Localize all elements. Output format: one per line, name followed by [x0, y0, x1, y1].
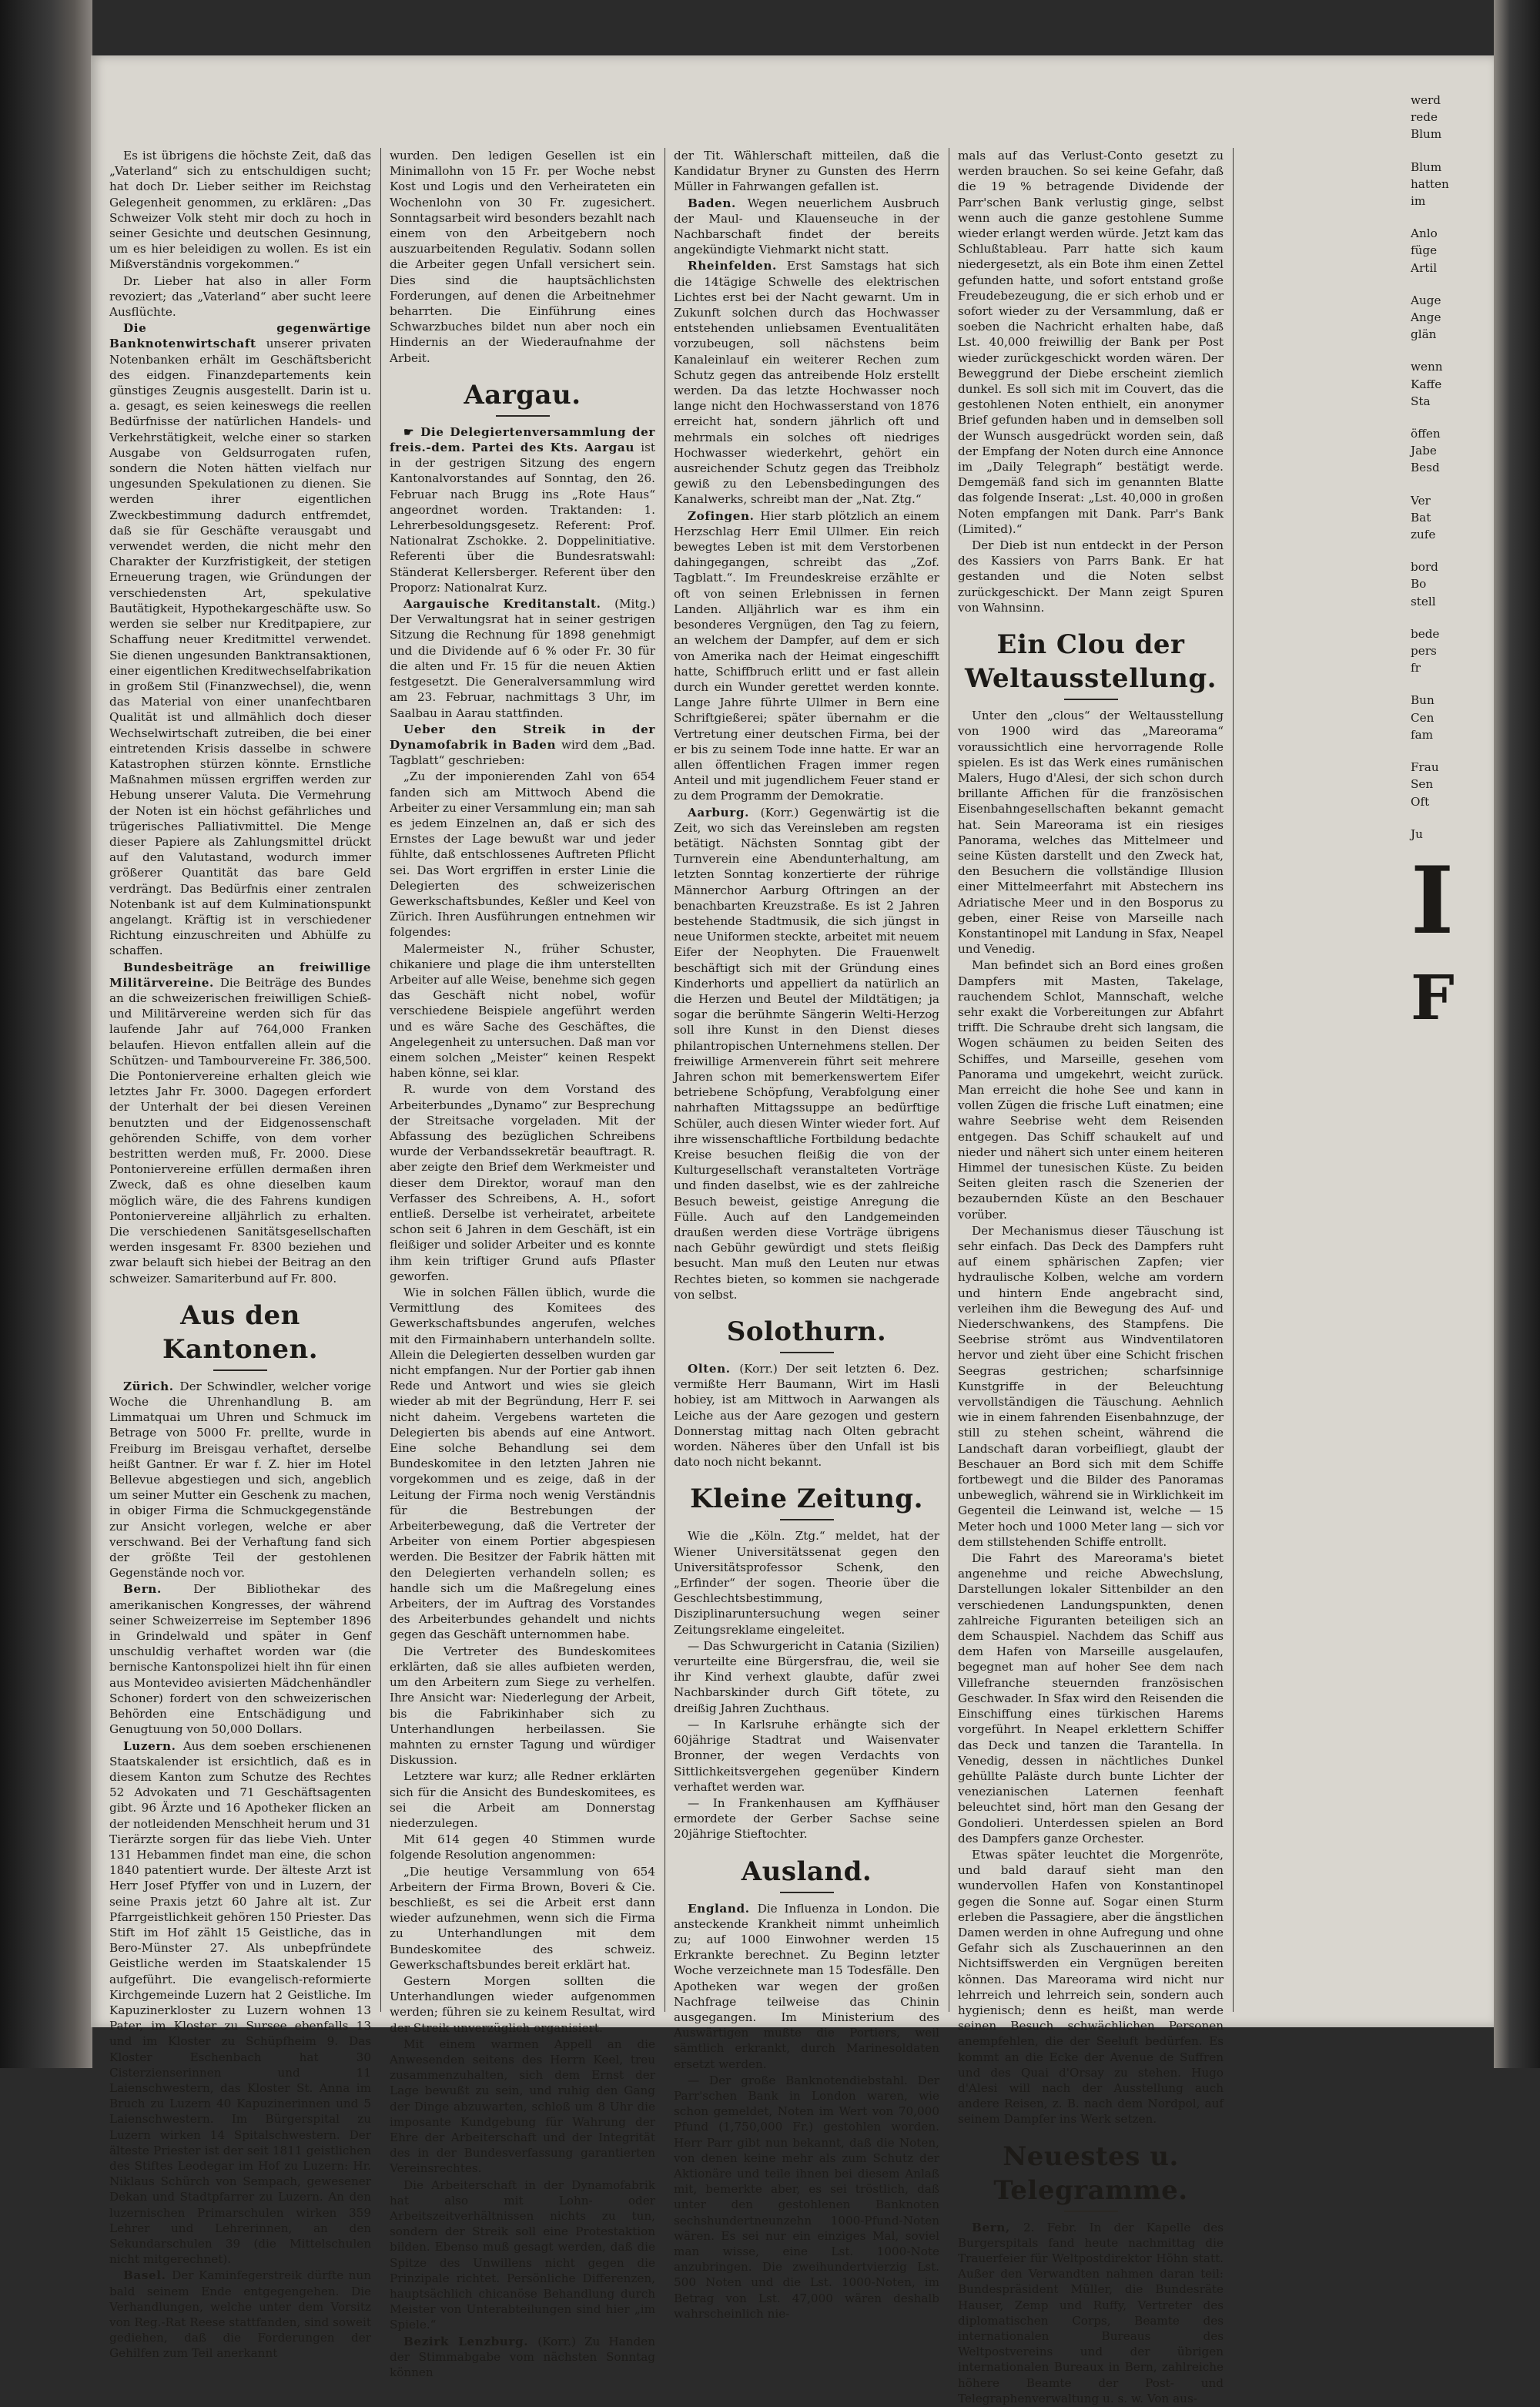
article-paragraph: [390, 1081, 655, 1284]
article-lead: Zofingen.: [688, 508, 761, 523]
article-paragraph: [958, 2220, 1224, 2406]
article-paragraph: [390, 941, 655, 1081]
article-lead: Bern,: [972, 2220, 1024, 2234]
article-paragraph: [958, 1847, 1224, 2127]
article-text: Wie in solchen Fällen üblich, wurde die Vermittlung des Komitees des Gewerkschaftsbundes angerufen, welches mit den Firmainhabern unterhandeln sollte. Allein die Delegierten desselben wurden gar nicht empfangen. Nur der Portier gab ihnen Rede und Antwort und wies sie gleich wieder ab mit der Begründung, Herr F. sei nicht daheim. Vergebens warteten die Delegierten bis abends auf eine Antwort. Eine solche Behandlung sei dem Bundeskomitee in den letzten Jahren nie vorgekommen und es zeige, daß in der Leitung der Firma noch wenig Verständnis für die Bestrebungen der Arbeiterbewegung, daß die Vertreter der Arbeiter von einem Portier abgespiesen werden. Die Besitzer der Fabrik hätten mit den Delegierten verhandeln sollen; es handle sich um die Maßregelung eines Arbeiters, der im Auftrag des Vorstandes des Arbeiterbundes gehandelt und nichts gegen das Geschäft unternommen habe.: [390, 1286, 655, 1642]
fragment-big-letter: F: [1411, 960, 1455, 1034]
article-text: Aus dem soeben erschienenen Staatskalender ist ersichtlich, daß es in diesem Kanton zum Schutze des Rechtes 52 Advokaten und 71 Geschäftsagenten gibt. 96 Ärzte und 16 Apotheker flicken an der notleidenden Menschheit herum und 31 Tierärzte sorgen für das liebe Vieh. Unter 131 Hebammen findet man eine, die schon 1840 patentiert wurde. Der älteste Arzt ist Herr Josef Pfyffer von und in Luzern, der seine Praxis jetzt 60 Jahre alt ist. Zur Pfarrgeistlichkeit gehören 150 Priester. Das Stift im Hof zählt 15 Geistliche, das in Bero-Münster 27. Als unbepfründete Geistliche werden im Staatskalender 15 aufgeführt. Die evangelisch-reformierte Kirchgemeinde Luzern hat 2 Geistliche. Im Kapuzinerkloster zu Luzern wohnen 13 Pater, im Kloster zu Sursee ebenfalls 13 und im Kloster zu Schüpfheim 9. Das Kloster Eschenbach hat 30 Cisterzienserinnen und 11 Laienschwestern, das Kloster St. Anna im Bruch zu Luzern 40 Kapuzinerinnen und 5 Laienschwestern. Im Bürgerspital zu Luzern wirken 14 Spitalschwestern. Der älteste Priester ist der seit 1811 geistlichen des Stiftes Leodegar im Hof zu Luzern: Hr. Niklaus Schürch von Sempach, gewesener Dekan und Stadtpfarrer zu Luzern. An den luzernischen Primarschulen wirken 359 Lehrer und Lehrerinnen, an den Sekundarschulen 39 (die Mittelschulen nicht mitgerechnet).: [109, 1738, 371, 2267]
fragment-line: Bun: [1411, 693, 1435, 708]
fragment-line: Ver: [1411, 493, 1431, 508]
fragment-line: zufe: [1411, 528, 1436, 542]
article-paragraph: [390, 1644, 655, 1768]
fragment-line: fam: [1411, 727, 1434, 742]
article-lead: Aarburg.: [688, 805, 761, 820]
article-paragraph: [390, 1864, 655, 1973]
fragment-line: Cen: [1411, 710, 1435, 725]
article-text: Hier starb plötzlich an einem Herzschlag Herr Emil Ullmer. Ein reich bewegtes Leben ist mit dem Verstorbenen dahingegangen, schreibt das „Zof. Tagblatt.“. Im Freundeskreise erzählte er oft von seinen Erlebnissen in fernen Landen. Alljährlich war es ihm ein besonderes Vergnügen, den Tag zu feiern, an welchem der Dampfer, auf dem er sich von Amerika nach der Heimat eingeschifft hatte, Schiffbruch erlitt und er fast allein durch ein Wunder gerettet werden konnte. Lange Jahre führte Ullmer in Bern eine Schriftgießerei; später übernahm er die Vertretung einer deutschen Firma, bei der er bis zu seinem Tode inne hatte. Er war an allen öffentlichen Fragen immer regen Anteil und mit jugendlichem Feuer stand er zu dem Programm der Demokratie.: [674, 508, 939, 803]
article-paragraph: [958, 148, 1224, 537]
fragment-line: füge: [1411, 243, 1438, 258]
article-paragraph: [390, 1768, 655, 1831]
article-paragraph: [109, 1738, 371, 2268]
article-paragraph: [958, 1223, 1224, 1550]
article-paragraph: [958, 538, 1224, 615]
article-text: unserer privaten Notenbanken erhält im Geschäftsbericht des eidgen. Finanzdepartements kein günstiges Zeugnis ausgestellt. Darin ist u. a. gesagt, es seien keineswegs die reellen Bedürfnisse der natürlichen Handels- und Verkehrstätigkeit, welche einer so starken Ausgabe von Geldsurrogaten rufen, sondern die Noten hätten vielfach nur ungesunden Spekulationen zu dienen. Sie werden ihrer eigentlichen Zweckbestimmung dadurch entfremdet, daß sie für Geschäfte verausgabt und verwendet werden, die nicht mehr den Charakter der Kurzfristigkeit, der stetigen Erneuerung tragen, wie Gründungen der verschiedensten Art, spekulative Bautätigkeit, Hypothekargeschäfte usw. So werden sie selber nur Kreditpapiere, zur Schaffung neuer Kreditmittel verwendet. Sie dienen ungesunden Banktransaktionen, einer eigentlichen Kreditwechselfabrikation in großem Stil (Finanzwechsel), die, wenn das Material von einer unanfechtbaren Qualität ist und allmählich doch dieser Wechselwirtschaft zutreiben, die bei einer eintretenden Krisis dasselbe in schwere Katastrophen stürzen könnte. Ernstliche Maßnahmen müssen ergriffen werden zur Hebung unserer Valuta. Die Vermehrung der Noten ist ein höchst gefährliches und trügerisches Palliativmittel. Die Menge dieser Papiere als Zahlungsmittel drückt auf den Valutastand, wodurch immer größerer Quantität das bare Geld verdrängt. Das Bedürfnis einer zentralen Notenbank ist auf dem Kulminationspunkt angelangt. Kräftig ist in verschiedener Richtung einzuschreiten und Abhülfe zu schaffen.: [109, 337, 372, 958]
article-paragraph: [674, 508, 939, 804]
fragment-line: Kaffe: [1411, 377, 1442, 391]
article-text: R. wurde von dem Vorstand des Arbeiterbundes „Dynamo“ zur Besprechung der Streitsache vorgeladen. Mit der Abfassung des bezüglichen Schreibens wurde der Verbandssekretär beauftragt. R. aber zeigte den Brief dem Werkmeister und dieser dem Direktor, worauf man den Verfasser des Schreibens, A. H., sofort entließ. Derselbe ist verheiratet, arbeitete schon seit 6 Jahren in dem Geschäft, ist ein fleißiger und solider Arbeiter und es konnte ihm kein triftiger Grund aufs Pflaster geworfen.: [390, 1082, 655, 1283]
fragment-line: Bat: [1411, 510, 1431, 525]
page-binding: [0, 0, 92, 2068]
article-text: wird dem „Bad. Tagblatt“ geschrieben:: [390, 737, 655, 768]
article-text: ist in der gestrigen Sitzung des engern Kantonalvorstandes auf Sonntag, den 26. Februar nach Brugg ins „Rote Haus“ angeordnet worden. Traktanden: 1. Lehrerbesoldungsgesetz. Referent: Prof. Nationalrat Zschokke. 2. Doppelinitiative. Referenti über die Bundesratswahl: Ständerat Kellersberger. Referent über den Proporz: Nationalrat Kurz.: [390, 441, 655, 595]
page-right-edge: [1494, 0, 1540, 2068]
article-text: Unter den „clous“ der Weltausstellung von 1900 wird das „Mareorama“ voraussichtlich eine hervorragende Rolle spielen. Es ist das Werk eines rumänischen Malers, Hugo d'Alesi, der sich schon durch brillante Affichen für die französischen Eisenbahngesellschaften bekannt gemacht hat. Sein Mareorama ist ein riesiges Panorama, welches das Mittelmeer und seine Küsten darstellt und den Zweck hat, den Besuchern die vollständige Illusion einer Mittelmeerfahrt mit Abstechern ins Adriatische Meer und in den Bosporus zu geben, einer Reise von Marseille nach Konstantinopel mit Landung in Sfax, Neapel und Venedig.: [958, 709, 1224, 957]
fragment-line: Frau: [1411, 760, 1439, 775]
fragment-line: im: [1411, 194, 1426, 209]
article-text: mals auf das Verlust-Conto gesetzt zu werden brauchen. So sei keine Gefahr, daß die 19 % betragende Dividende der Parr'schen Bank verlustig ginge, selbst wenn auch die ganze gestohlene Summe wieder erlangt werden würde. Jetzt kam das Schlußtableau. Parr hatte sich kaum niedergesetzt, als ein Bote ihm einen Zettel gefunden hatte, und sofort entstand große Freudebezeugung, die er sich erhob und er sofort wieder zu der Versammlung, daß er soeben die Nachricht erhalten habe, daß Lst. 40,000 freiwillig der Bank per Post wieder zurückgeschickt worden wären. Der Beweggrund der Diebe erscheint ziemlich dunkel. Es soll sich mit im Couvert, das die gestohlenen Noten enthielt, ein anonymer Brief gefunden haben und in demselben soll der Wunsch ausgedrückt worden sein, daß der Empfang der Noten durch eine Annonce im „Daily Telegraph“ bestätigt werde. Demgemäß fand sich im genannten Blatte das folgende Inserat: „Lst. 40,000 in großen Noten empfangen mit Dank. Parr's Bank (Limited).“: [958, 149, 1224, 536]
article-lead: Die gegenwärtige Banknotenwirtschaft: [109, 321, 371, 351]
article-text: Der Mechanismus dieser Täuschung ist sehr einfach. Das Deck des Dampfers ruht auf einem sphärischen Zapfen; vier hydraulische Kolben, welche am vordern und hintern Ende angebracht sind, verleihen ihm die Bewegung des Auf- und Niederschwankens, des Stampfens. Die Seebrise strömt aus Windventilatoren hervor und zieht über eine Schicht frischen Seegras gestrichen; scharfsinnige Kunstgriffe in der Beleuchtung vervollständigen die Täuschung. Aehnlich wie in einem fahrenden Eisenbahnzuge, der still zu stehen scheint, während die Landschaft daran vorbeifliegt, glaubt der Beschauer an Bord sich mit dem Schiffe fortbewegt und die Bilder des Panoramas unbeweglich, während sie in Wirklichkeit im Gegenteil die Leinwand ist, welche — 15 Meter hoch und 1000 Meter lang — sich vor dem stillstehenden Schiffe entrollt.: [958, 1223, 1224, 1549]
article-paragraph: [674, 196, 939, 258]
article-lead: Luzern.: [123, 1738, 183, 1753]
article-lead: Olten.: [688, 1362, 740, 1376]
article-paragraph: [390, 2334, 655, 2381]
article-paragraph: [109, 1581, 371, 1737]
section-heading: Ein Clou der Weltausstellung.: [958, 628, 1224, 700]
section-heading: Solothurn.: [674, 1315, 939, 1353]
article-paragraph: [390, 2037, 655, 2177]
article-paragraph: [109, 320, 371, 958]
fragment-line: Blum: [1411, 127, 1442, 142]
article-text: Die Beiträge des Bundes an die schweizerischen freiwilligen Schieß- und Militärvereine werden sich für das laufende Jahr auf 764,000 Franken belaufen. Hievon entfallen allein auf die Schützen- und Tambourvereine Fr. 386,500. Die Pontoniervereine erhalten gleich wie letztes Jahr Fr. 3000. Dagegen erfordert der Unterhalt der bei diesen Vereinen benutzten und der Eidgenossenschaft gehörenden Schiffe, von dem vorher bestritten werden muß, Fr. 2000. Diese Pontoniervereine erfüllen dermaßen ihren Zweck, daß es ohne dieselben kaum möglich wäre, die des Fahrens kundigen Pontoniervereine alljährlich zu erhalten. Die verschiedenen Sanitätsgesellschaften werden insgesamt Fr. 8300 beziehen und zwar belauft sich hiebei der Beitrag an den schweizer. Samariterbund auf Fr. 800.: [109, 975, 372, 1286]
fragment-line: Ange: [1411, 310, 1441, 325]
article-text: Malermeister N., früher Schuster, chikaniere und plage die ihm unterstellten Arbeiter auf alle Weise, benehme sich gegen das Geschäft nicht nobel, wofür verschiedene Beispiele angeführt werden und es wäre Sache des Geschäftes, die Angelegenheit zu untersuchen. Daß man vor einem solchen „Meister“ keinen Respekt haben könne, sei klar.: [390, 941, 655, 1081]
article-paragraph: [109, 1379, 371, 1581]
fragment-line: hatten: [1411, 176, 1449, 191]
article-paragraph: [390, 1832, 655, 1862]
article-paragraph: [390, 1285, 655, 1643]
section-heading: Kleine Zeitung.: [674, 1482, 939, 1520]
section-heading: Aus den Kantonen.: [109, 1299, 371, 1371]
fragment-line: Ju: [1411, 826, 1423, 841]
article-text: wurden. Den ledigen Gesellen ist ein Minimallohn von 15 Fr. per Woche nebst Kost und Logis und den Verheirateten ein Wochenlohn von 30 Fr. zugesichert. Sonntagsarbeit wird besonders bezahlt nach einem von den Arbeitgebern noch auszuarbeitenden Regulativ. Sodann sollen die Arbeiter gegen Unfall versichert sein. Dies sind die hauptsächlichsten Forderungen, auf denen die Arbeitnehmer beharrten. Die Einführung eines Schwarzbuches bildet nun aber noch ein Hindernis an der Wiederaufnahme der Arbeit.: [390, 149, 655, 365]
fragment-line: Sta: [1411, 394, 1431, 408]
article-text: (Korr.) Gegenwärtig ist die Zeit, wo sich das Vereinsleben am regsten betätigt. Nächsten Sonntag gibt der Turnverein eine Abendunterhaltung, am letzten Sonntag konzertierte der rührige Männerchor Aarburg Oftringen an der benachbarten Kreuzstraße. Es ist 2 Jahren bestehende Stadtmusik, die sich jüngst in neue Uniformen steckte, arbeitet mit neuem Eifer der Neophyten. Die Frauenwelt beschäftigt sich mit der Gründung eines Kinderhorts und appelliert da natürlich an die Herzen und Beutel der Mildtätigen; ja sogar die berühmte Sängerin Welti-Herzog soll ihre Kunst in den Dienst dieses philantropischen Unternehmens stellen. Der freiwillige Armenverein führt seit mehrere Jahren schon mit bemerkenswertem Eifer betriebene Schöpfung, Verabfolgung einer nahrhaften Mittagssuppe an bedürftige Schüler, auch diesen Winter wieder fort. Auf ihre wissenschaftliche Fortbildung bedachte Kreise besuchen fleißig die von der Kulturgesellschaft veranstalteten Vorträge und finden daselbst, wie es der zahlreiche Besuch beweist, geistige Anregung die Fülle. Auch auf den Landgemeinden draußen werden diese Vorträge übrigens nach Gebühr gewürdigt und stets fleißig besucht. Man muß den Leuten nur etwas Rechtes bieten, so kommen sie nachgerade von selbst.: [674, 805, 939, 1302]
fragment-line: stell: [1411, 594, 1436, 608]
fragment-line: Besd: [1411, 461, 1440, 475]
fragment-line: bede: [1411, 626, 1440, 641]
article-paragraph: [674, 1638, 939, 1716]
fragment-line: Auge: [1411, 293, 1441, 307]
article-text: Dr. Lieber hat also in aller Form revoziert; das „Vaterland“ aber sucht leere Ausflüchte.: [109, 273, 371, 320]
column-2: [390, 148, 655, 2381]
fragment-line: Artil: [1411, 260, 1438, 275]
article-text: Mit 614 gegen 40 Stimmen wurde folgende Resolution angenommen:: [390, 1832, 655, 1862]
article-paragraph: [674, 258, 939, 507]
article-lead: Bern.: [123, 1582, 194, 1597]
article-paragraph: [109, 148, 371, 273]
article-paragraph: [109, 960, 371, 1286]
article-paragraph: [674, 1901, 939, 2072]
article-paragraph: [674, 1528, 939, 1637]
fragment-line: Bo: [1411, 577, 1427, 592]
article-paragraph: [958, 957, 1224, 1222]
section-heading: Aargau.: [390, 378, 655, 417]
article-paragraph: [390, 1973, 655, 2036]
article-text: Wegen neuerlichem Ausbruch der Maul- und Klauenseuche in der Nachbarschaft findet der bereits angekündigte Viehmarkt nicht statt.: [674, 196, 940, 257]
article-text: Letztere war kurz; alle Redner erklärten sich für die Ansicht des Bundeskomitees, es sei die Arbeit am Donnerstag niederzulegen.: [390, 1769, 655, 1830]
section-heading: Ausland.: [674, 1855, 939, 1893]
article-text: Gestern Morgen sollten die Unterhandlungen wieder aufgenommen werden; führen sie zu keinem Resultat, wird der Streik unverzüglich organisiert.: [390, 1973, 655, 2035]
article-text: „Die heutige Versammlung von 654 Arbeitern der Firma Brown, Boveri & Cie. beschließt, es sei die Arbeit erst dann wieder aufzunehmen, wenn sich die Firma zu Unterhandlungen mit dem Bundeskomitee des schweiz. Gewerkschaftsbundes bereit erklärt hat.: [390, 1864, 655, 1972]
article-text: Mit einem warmen Appell an die Anwesenden seitens des Herrn Keel, treu zusammenzuhalten, sich dem Ernst der Lage bewußt zu sein, und ruhig den Gang der Dinge abzuwarten, schloß um 8 Uhr die imposante Kundgebung für Wahrung der Ehre der Arbeiterschaft und der Integrität des in der Bundesverfassung garantierten Vereinsrechtes.: [390, 2037, 655, 2176]
article-text: Die Arbeiterschaft in der Dynamofabrik hat also mit Lohn- oder Arbeitszeitverhältnissen nichts zu tun, sondern der Streik soll eine Protestaktion bilden. Ebenso muß gesagt werden, daß die Spitze des Unwillens nicht gegen die Prinzipale richtet. Persönliche Differenzen, hauptsächlich chicanöse Behandlung durch Meister von Unterabteilungen sind hier „im Spiele.“: [390, 2177, 655, 2332]
article-text: „Zu der imponierenden Zahl von 654 fanden sich am Mittwoch Abend die Arbeiter zu einer Versammlung ein; man sah es jedem Einzelnen an, daß er sich des Ernstes der Lage bewußt war und jeder fühlte, daß entschlossenes Auftreten Pflicht sei. Das Wort ergriffen in erster Linie die Delegierten des schweizerischen Gewerkschaftsbundes, Keßler und Keel von Zürich. Ihren Ausführungen entnehmen wir folgendes:: [390, 769, 655, 940]
fragment-line: fr: [1411, 661, 1421, 676]
article-text: Wie die „Köln. Ztg.“ meldet, hat der Wiener Universitätssenat gegen den Universitätsprofessor Schenk, den „Erfinder“ der sogen. Theorie über die Geschlechtsbestimmung, Disziplinaruntersuchung wegen seiner Zeitungsreklame eingeleitet.: [674, 1529, 939, 1637]
article-lead: Ueber den Streik in der Dynamofabrik in Baden: [390, 722, 655, 752]
article-text: Der Kaminfegerstreik dürfte nun bald seinem Ende entgegengehen. Die Verhandlungen, welche unter dem Vorsitz von Reg.-Rat Reese stattfanden, sind soweit gediehen, daß die Forderungen der Gehilfen zum Teil anerkannt: [109, 2268, 372, 2361]
article-text: Die Vertreter des Bundeskomitees erklärten, daß sie alles aufbieten werden, um den Arbeitern zum Siege zu verhelfen. Ihre Ansicht war: Niederlegung der Arbeit, bis die Fabrikinhaber sich zu Unterhandlungen herbeilassen. Sie mahnten zu ernster Tagung und würdiger Diskussion.: [390, 1644, 655, 1768]
fragment-line: rede: [1411, 110, 1438, 125]
article-paragraph: [390, 2177, 655, 2333]
fragment-line: Sen: [1411, 777, 1434, 792]
article-paragraph: [674, 148, 939, 195]
fragment-line: werd: [1411, 93, 1441, 107]
fragment-line: bord: [1411, 560, 1438, 575]
article-paragraph: [674, 805, 939, 1303]
article-text: Die Fahrt des Mareorama's bietet angenehme und reiche Abwechslung, Darstellungen lokaler Sittenbilder an den verschiedenen Landungspunkten, denen zahlreiche Figuranten beteiligen sich an dem Schauspiel. Nachdem das Schiff aus dem Hafen von Marseille ausgelaufen, begegnet man auf hoher See dem nach Villefranche steuernden französischen Geschwader. In Sfax wird den Reisenden die Einschiffung eines türkischen Harems vorgeführt. In Neapel erklettern Schiffer das Deck und tanzen die Tarantella. In Venedig, dessen in nächtliches Dunkel gehüllte Paläste durch bunte Lichter der venezianischen Laternen feenhaft beleuchtet sind, hört man den Gesang der Gondolieri. Unterdessen spielen an Bord des Dampfers ganze Orchester.: [958, 1551, 1224, 1845]
article-paragraph: [109, 273, 371, 320]
article-text: Man befindet sich an Bord eines großen Dampfers mit Masten, Takelage, rauchendem Schlot, Mannschaft, welche sehr exakt die Vorbereitungen zur Abfahrt trifft. Die Schraube dreht sich langsam, die Wogen schäumen zu beiden Seiten des Schiffes, und Marseille, gesehen vom Panorama und umgekehrt, weicht zurück. Man erreicht die hohe See und kann in vollen Zügen die frische Luft einatmen; eine wahre Seebrise weht dem Reisenden entgegen. Das Schiff schaukelt auf und nieder und nähert sich unter einem heiteren Himmel der tunesischen Küste. Zu beiden Seiten gleiten rasch die Szenerien der bezaubernden Küste an den Beschauer vorüber.: [958, 958, 1224, 1222]
article-text: Etwas später leuchtet die Morgenröte, und bald darauf sieht man den wundervollen Hafen von Konstantinopel gegen die Sonne auf. Sogar einen Sturm erleben die Passagiere, aber die ängstlichen Damen werden in ohne Aufregung und ohne Gefahr sich als Zuschauerinnen an den Nichtsiffswerden ein Vergnügen bereiten können. Das Mareorama wird nicht nur lehrreich und lehrreich sein, sondern auch hygienisch; denn es heißt, man werde seinen Besuch schwächlichen Personen anempfehlen, die der Seeluft bedürfen. Es kommt an die Ecke der Avenue de Suffren und des Quai d'Orsay zu stehen. Hugo d'Alesi will nach der Ausstellung auch andere Reisen, z. B. nach dem Nordpol, auf seinem Dampfer ins Werk setzen.: [958, 1847, 1224, 2127]
article-text: der Tit. Wählerschaft mitteilen, daß die Kandidatur Bryner zu Gunsten des Herrn Müller in Fahrwangen gefallen ist.: [674, 149, 939, 194]
column-rule: [1233, 148, 1234, 2012]
article-lead: Basel.: [123, 2268, 172, 2283]
fragment-line: Jabe: [1411, 444, 1437, 458]
article-text: Der Schwindler, welcher vorige Woche die Uhrenhandlung B. am Limmatquai um Uhren und Schmuck im Betrage von 5000 Fr. prellte, wurde in Freiburg im Breisgau verhaftet, derselbe heißt Gantner. Er war f. Z. hier im Hotel Bellevue abgestiegen und sich, angeblich um seiner Mutter ein Geschenk zu machen, in obiger Firma die Schmuckgegenstände zur Ansicht vorlegen, welche er aber verschwand. Bei der Verhaftung fand sich der größte Teil der gestohlenen Gegenstände noch vor.: [109, 1379, 371, 1581]
column-1: [109, 148, 371, 2362]
article-text: — Der große Banknotendiebstahl. Der Parr'schen Bank in London waren, wie schon gemeldet, Noten im Wert von 70,000 Pfund (1,750,000 Fr.) gestohlen worden. Herr Parr gibt nun bekannt, daß die Noten, von denen keine mehr als zum Schutz der Aktionäre und teile ihnen bei diesem Anlaß mit, bemerkte aber, es sei tröstlich, daß unter den gestohlenen Banknoten sechshundertneunzehn 1000-Pfund-Noten wären. Es sei nur ein einziges Mal, soviel man wisse, eine Lst. 1000-Note anzubringen. Die zweihundertvierzig Lst. 500 Noten und die Lst. 1000-Noten, im Betrag von Lst. 47,000 wären deshalb wahrscheinlich nie-: [674, 2073, 939, 2321]
newspaper-page: [91, 55, 1494, 2405]
article-text: Die Influenza in London. Die ansteckende Krankheit nimmt unheimlich zu; auf 1000 Einwohner werden 15 Erkrankte berechnet. Zu Beginn letzter Woche verzeichnete man 15 Todesfälle. Den Apotheken war wegen der großen Nachfrage teilweise das Chinin ausgegangen. Im Ministerium des Auswärtigen mußte die Portiers, weil sämtlich erkrankt, durch Marinesoldaten ersetzt werden.: [674, 1901, 940, 2071]
article-lead: Bezirk Lenzburg.: [403, 2334, 538, 2348]
article-text: (Mitg.) Der Verwaltungsrat hat in seiner gestrigen Sitzung die Rechnung für 1898 genehmigt und die Dividende auf 6 % oder Fr. 30 für die alten und Fr. 15 für die neuen Aktien festgesetzt. Die Generalversammlung wird am 23. Februar, nachmittags 3 Uhr, im Saalbau in Aarau stattfinden.: [390, 597, 655, 720]
article-text: — In Karlsruhe erhängte sich der 60jährige Stadtrat und Waisenvater Bronner, der wegen Verdachts von Sittlichkeitsvergehen gegenüber Kindern verhaftet werden war.: [674, 1717, 939, 1794]
article-text: Der Dieb ist nun entdeckt in der Person des Kassiers von Parrs Bank. Er hat gestanden und die Noten selbst zurückgeschickt. Der Mann zeigt Spuren von Wahnsinn.: [958, 538, 1224, 615]
article-paragraph: [674, 1795, 939, 1842]
article-paragraph: [390, 424, 655, 595]
fragment-line: pers: [1411, 644, 1437, 659]
column-4: [958, 148, 1224, 2407]
fragment-line: glän: [1411, 327, 1437, 342]
fragment-line: öffen: [1411, 427, 1441, 441]
article-paragraph: [390, 148, 655, 366]
article-lead: Bundesbeiträge an freiwillige Militärvereine.: [109, 960, 371, 990]
article-text: (Korr.) Der seit letzten 6. Dez. vermißte Herr Baumann, Wirt im Hasli hobiey, ist am Mittwoch in Aarwangen als Leiche aus der Aare gezogen und gestern Donnerstag mittag nach Olten gebracht worden. Näheres über den Unfall ist bis dato noch nicht bekannt.: [674, 1362, 939, 1470]
article-paragraph: [958, 1550, 1224, 1846]
article-text: 2. Febr. In der Kapelle des Burgerspitals fand heute nachmittag die Trauerfeier für Weltpostdirektor Höhn statt. Außer den Verwandten nahmen daran teil: Bundespräsident Müller, die Bundesräte Hauser, Zemp und Ruffy, Vertreter des diplomatischen Corps, Beamte des internationalen Bureaus des Weltpostvereins und der übrigen internationalen Bureaux in Bern, zahlreiche höhere Beamte der Post- und Telegraphenverwaltung u. s. w. Von aus-: [958, 2220, 1224, 2405]
fragment-big-letter: I: [1411, 846, 1455, 955]
article-text: Der Bibliothekar des amerikanischen Kongresses, der während seiner Schweizerreise im September 1896 in Grindelwald und später in Genf unschuldig verhaftet worden war (die bernische Kantonspolizei hielt ihn für einen aus Montevideo avisierten Mädchenhändler Schoner) fordert von den schweizerischen Behörden eine Entschädigung und Genugtuung von 50,000 Dollars.: [109, 1582, 372, 1737]
cut-off-column: [1411, 92, 1495, 1036]
column-rule: [380, 148, 381, 2012]
article-paragraph: [390, 722, 655, 769]
article-text: Es ist übrigens die höchste Zeit, daß das „Vaterland“ sich zu entschuldigen sucht; hat doch Dr. Lieber seither im Reichstag Gelegenheit genommen, zu erklären: „Das Schweizer Volk steht mir doch zu hoch in seiner Gesichte und deutschen Gesinnung, um es hier beleidigen zu wollen. Es ist ein Mißverständnis vorgekommen.“: [109, 149, 371, 272]
fragment-line: wenn: [1411, 360, 1443, 374]
article-text: Erst Samstags hat sich die 14tägige Schwelle des elektrischen Lichtes erst bei der Nacht gewarnt. Um in Zukunft solchen durch das Hochwasser entstehenden unliebsamen Eventualitäten vorzubeugen, soll nächstens beim Kanaleinlauf ein weiterer Rechen zum Schutz gegen das antreibende Holz erstellt werden. Da das letzte Hochwasser noch lange nicht den Hochwasserstand von 1876 erreicht hat, sondern jährlich oft und mehrmals ein solches oft niedriges Hochwasser wiederkehrt, gehört ein ausreichender Schutz gegen das Treibholz gewiß zu den Lebensbedingungen des Kanalwerks, schreibt man der „Nat. Ztg.“: [674, 259, 939, 507]
article-paragraph: [958, 708, 1224, 957]
column-3: [674, 148, 939, 2322]
fragment-line: Blum: [1411, 159, 1442, 174]
article-paragraph: [390, 769, 655, 940]
article-lead: Baden.: [688, 196, 748, 210]
article-lead: Zürich.: [123, 1379, 180, 1393]
article-lead: Aargauische Kreditanstalt.: [403, 597, 615, 612]
section-heading: Neuestes u. Telegramme.: [958, 2140, 1224, 2212]
article-lead: Rheinfelden.: [688, 259, 787, 273]
article-text: — Das Schwurgericht in Catania (Sizilien) verurteilte eine Bürgersfrau, die, weil sie ihr Kind verhext glaubte, dafür zwei Nachbarskinder durch Gift tötete, zu dreißig Jahren Zuchthaus.: [674, 1638, 939, 1715]
article-lead: ☛ Die Delegiertenversammlung der freis.-dem. Partei des Kts. Aargau: [390, 424, 655, 455]
fragment-line: Oft: [1411, 794, 1430, 809]
article-text: (Korr.) Zu Handen der Stimmabgabe vom nächsten Sonntag können: [390, 2334, 655, 2380]
article-paragraph: [674, 2073, 939, 2322]
article-paragraph: [674, 1361, 939, 1470]
article-paragraph: [390, 596, 655, 721]
fragment-line: Anlo: [1411, 226, 1438, 241]
article-paragraph: [674, 1717, 939, 1795]
article-paragraph: [109, 2268, 371, 2361]
article-lead: England.: [688, 1901, 758, 1916]
article-text: — In Frankenhausen am Kyffhäuser ermordete der Gerber Sachse seine 20jährige Stieftochter.: [674, 1795, 939, 1842]
